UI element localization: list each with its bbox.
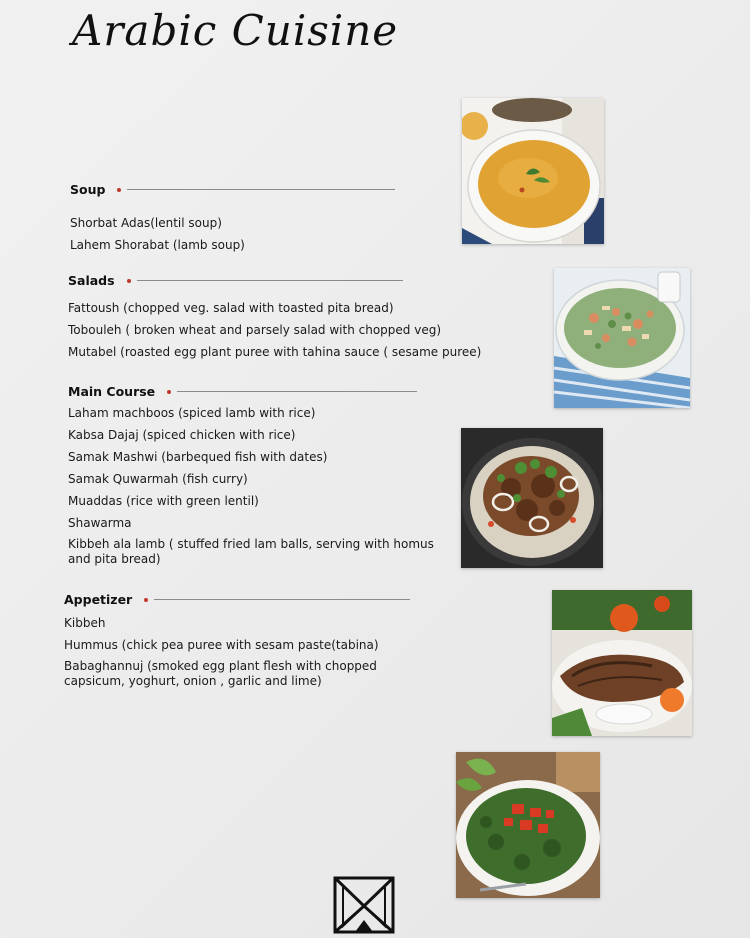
salad-photo	[554, 268, 690, 408]
menu-item: Laham machboos (spiced lamb with rice)	[68, 406, 316, 420]
section-title-appetizer: Appetizer	[64, 592, 133, 607]
section-rule	[137, 280, 403, 281]
section-title-soup: Soup	[70, 182, 106, 197]
section-header-soup	[70, 182, 395, 197]
tabbouleh-photo	[456, 752, 600, 898]
section-header-salads	[68, 273, 403, 288]
menu-item: Muaddas (rice with green lentil)	[68, 494, 259, 508]
section-rule	[154, 599, 410, 600]
menu-item: Shawarma	[68, 516, 132, 530]
salads-items-list	[68, 297, 481, 363]
section-title-main-course: Main Course	[68, 384, 156, 399]
menu-item: Mutabel (roasted egg plant puree with tahina sauce ( sesame puree)	[68, 345, 482, 359]
section-title-salads: Salads	[68, 273, 115, 288]
section-dot	[144, 598, 148, 602]
menu-item: Kabsa Dajaj (spiced chicken with rice)	[68, 428, 296, 442]
section-header-appetizer	[64, 592, 410, 607]
menu-item: Hummus (chick pea puree with sesam paste(tabina)	[64, 638, 379, 652]
appetizer-items-list	[64, 612, 434, 692]
fish-plate-photo	[552, 590, 692, 736]
section-dot	[167, 390, 171, 394]
soup-bowl-photo	[462, 98, 604, 244]
section-rule	[127, 189, 395, 190]
menu-item: Tobouleh ( broken wheat and parsely salad with chopped veg)	[68, 323, 442, 337]
section-dot	[127, 279, 131, 283]
main-course-items-list	[68, 402, 438, 570]
menu-item: Samak Quwarmah (fish curry)	[68, 472, 248, 486]
menu-title: Arabic Cuisine	[72, 6, 399, 55]
menu-item: Fattoush (chopped veg. salad with toasted pita bread)	[68, 301, 394, 315]
menu-item: Babaghannuj (smoked egg plant flesh with chopped capsicum, yoghurt, onion , garlic and lime)	[64, 659, 377, 688]
menu-item: Kibbeh ala lamb ( stuffed fried lam balls, serving with homus and pita bread)	[68, 537, 434, 566]
soup-items-list	[70, 212, 245, 256]
menu-item: Kibbeh	[64, 616, 106, 630]
restaurant-logo	[333, 876, 395, 934]
rice-dish-photo	[461, 428, 603, 568]
menu-item: Shorbat Adas(lentil soup)	[70, 216, 222, 230]
section-header-main-course	[68, 384, 417, 399]
section-rule	[177, 391, 417, 392]
menu-item: Samak Mashwi (barbequed fish with dates)	[68, 450, 328, 464]
menu-item: Lahem Shorabat (lamb soup)	[70, 238, 245, 252]
section-dot	[117, 188, 121, 192]
